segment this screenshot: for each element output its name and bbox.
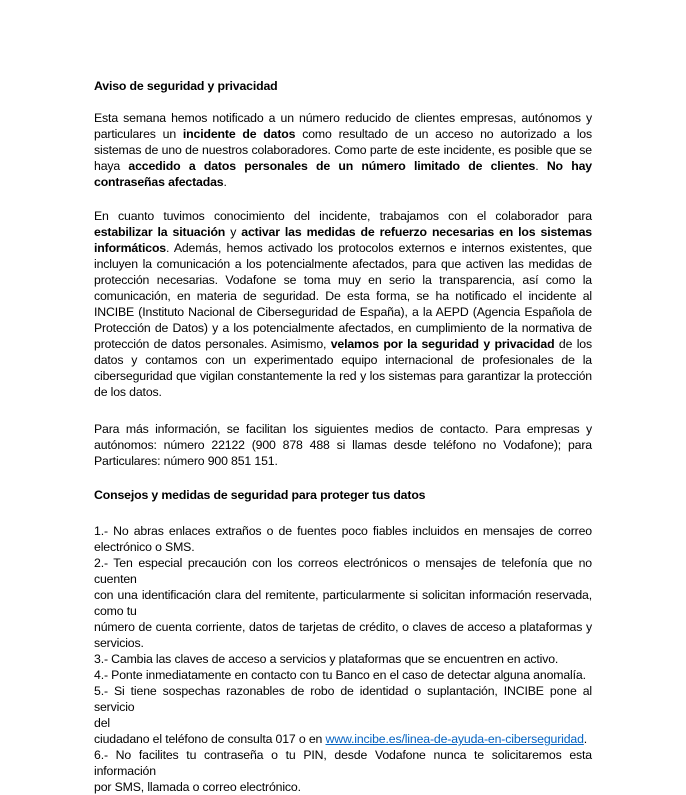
text-segment: . Además, hemos activado los protocolos externos e internos existentes, que incluyen la comunicación a los potencialmente afectados, para que activen las medidas de protección necesarias. Vodafone se toma muy en serio la transparencia, así como la comunicación, en materia de seguridad. De esta forma, se ha notificado el incidente al INCIBE (Instituto Nacional de Ciberseguridad de España), a la AEPD (Agencia Española de Protección de Datos) y a los potencialmente afectados, en cumplimiento de la normativa de protección de datos personales. Asimismo, xyxy=(94,241,592,351)
text-segment: y xyxy=(225,225,242,239)
emphasized-text: No hay contraseñas afectadas xyxy=(94,159,592,189)
emphasized-text: activar las medidas de refuerzo necesarias en los sistemas informáticos xyxy=(94,225,592,255)
tip-2-line-2: con una identificación clara del remitente, particularmente si solicitan información reservada, xyxy=(94,588,592,602)
tip-5-line-3-suffix: . xyxy=(583,732,588,746)
text-segment: . xyxy=(535,159,547,173)
emphasized-text: accedido a datos personales de un número limitado de clientes xyxy=(128,159,536,173)
tip-2-line-5: servicios. xyxy=(94,636,144,650)
tip-1-line-1: 1.- No abras enlaces extraños o de fuentes poco fiables incluidos en mensajes de correo xyxy=(94,524,592,538)
text-segment: de los datos y contamos con un experimentado equipo internacional de profesionales de la ciberseguridad que vigilan constantemente la red y los sistemas para garantizar la protección de los datos. xyxy=(94,337,592,399)
emphasized-text: incidente de datos xyxy=(182,127,296,141)
incibe-help-link[interactable]: www.incibe.es/linea-de-ayuda-en-ciberseguridad xyxy=(325,732,584,746)
tip-item-3 xyxy=(94,651,592,667)
text-segment: como resultado de un acceso no autorizado a los sistemas de uno de nuestros colaboradores. Como parte de este incidente, es posible que se haya xyxy=(94,127,592,173)
tip-2-line-4: número de cuenta corriente, datos de tarjetas de crédito, o claves de acceso a plataformas y xyxy=(94,620,592,634)
tip-item-5 xyxy=(94,683,592,747)
tip-item-6 xyxy=(94,747,592,795)
tip-3-text: 3.- Cambia las claves de acceso a servicios y plataformas que se encuentren en activo. xyxy=(94,652,559,666)
tip-item-4 xyxy=(94,667,592,683)
tip-5-line-1: 5.- Si tiene sospechas razonables de robo de identidad o suplantación, INCIBE pone al servicio xyxy=(94,684,592,714)
tip-5-line-2: del xyxy=(94,716,110,730)
security-tips-heading: Consejos y medidas de seguridad para proteger tus datos xyxy=(94,488,426,502)
tip-2-line-3: como tu xyxy=(94,604,137,618)
tip-2-line-1: 2.- Ten especial precaución con los correos electrónicos o mensajes de telefonía que no cuenten xyxy=(94,556,592,586)
text-segment: . xyxy=(223,175,227,189)
tip-item-2 xyxy=(94,555,592,651)
document-page xyxy=(94,78,592,795)
security-tips-list xyxy=(94,523,592,795)
tip-1-line-2: electrónico o SMS. xyxy=(94,540,195,554)
emphasized-text: velamos por la seguridad y privacidad xyxy=(330,337,555,351)
security-notice-heading: Aviso de seguridad y privacidad xyxy=(94,79,278,93)
emphasized-text: estabilizar la situación xyxy=(94,225,226,239)
tip-4-text: 4.- Ponte inmediatamente en contacto con tu Banco en el caso de detectar alguna anomalía. xyxy=(94,668,586,682)
tip-item-1 xyxy=(94,523,592,555)
text-segment: Esta semana hemos notificado a un número reducido de clientes empresas, autónomos y particulares un xyxy=(94,111,592,141)
text-segment: En cuanto tuvimos conocimiento del incidente, trabajamos con el colaborador para xyxy=(94,209,592,223)
response-paragraph xyxy=(94,208,592,400)
tip-5-line-3-prefix: ciudadano el teléfono de consulta 017 o en xyxy=(94,732,326,746)
tip-6-line-2: por SMS, llamada o correo electrónico. xyxy=(94,780,301,794)
incident-paragraph xyxy=(94,110,592,190)
tip-6-line-1: 6.- No facilites tu contraseña o tu PIN, desde Vodafone nunca te solicitaremos esta información xyxy=(94,748,592,778)
tip-5-line-3 xyxy=(94,731,592,747)
contact-paragraph: Para más información, se facilitan los siguientes medios de contacto. Para empresas y autónomos: número 22122 (900 878 488 si llamas desde teléfono no Vodafone); para Particulares: número 900 851 151. xyxy=(94,422,592,468)
